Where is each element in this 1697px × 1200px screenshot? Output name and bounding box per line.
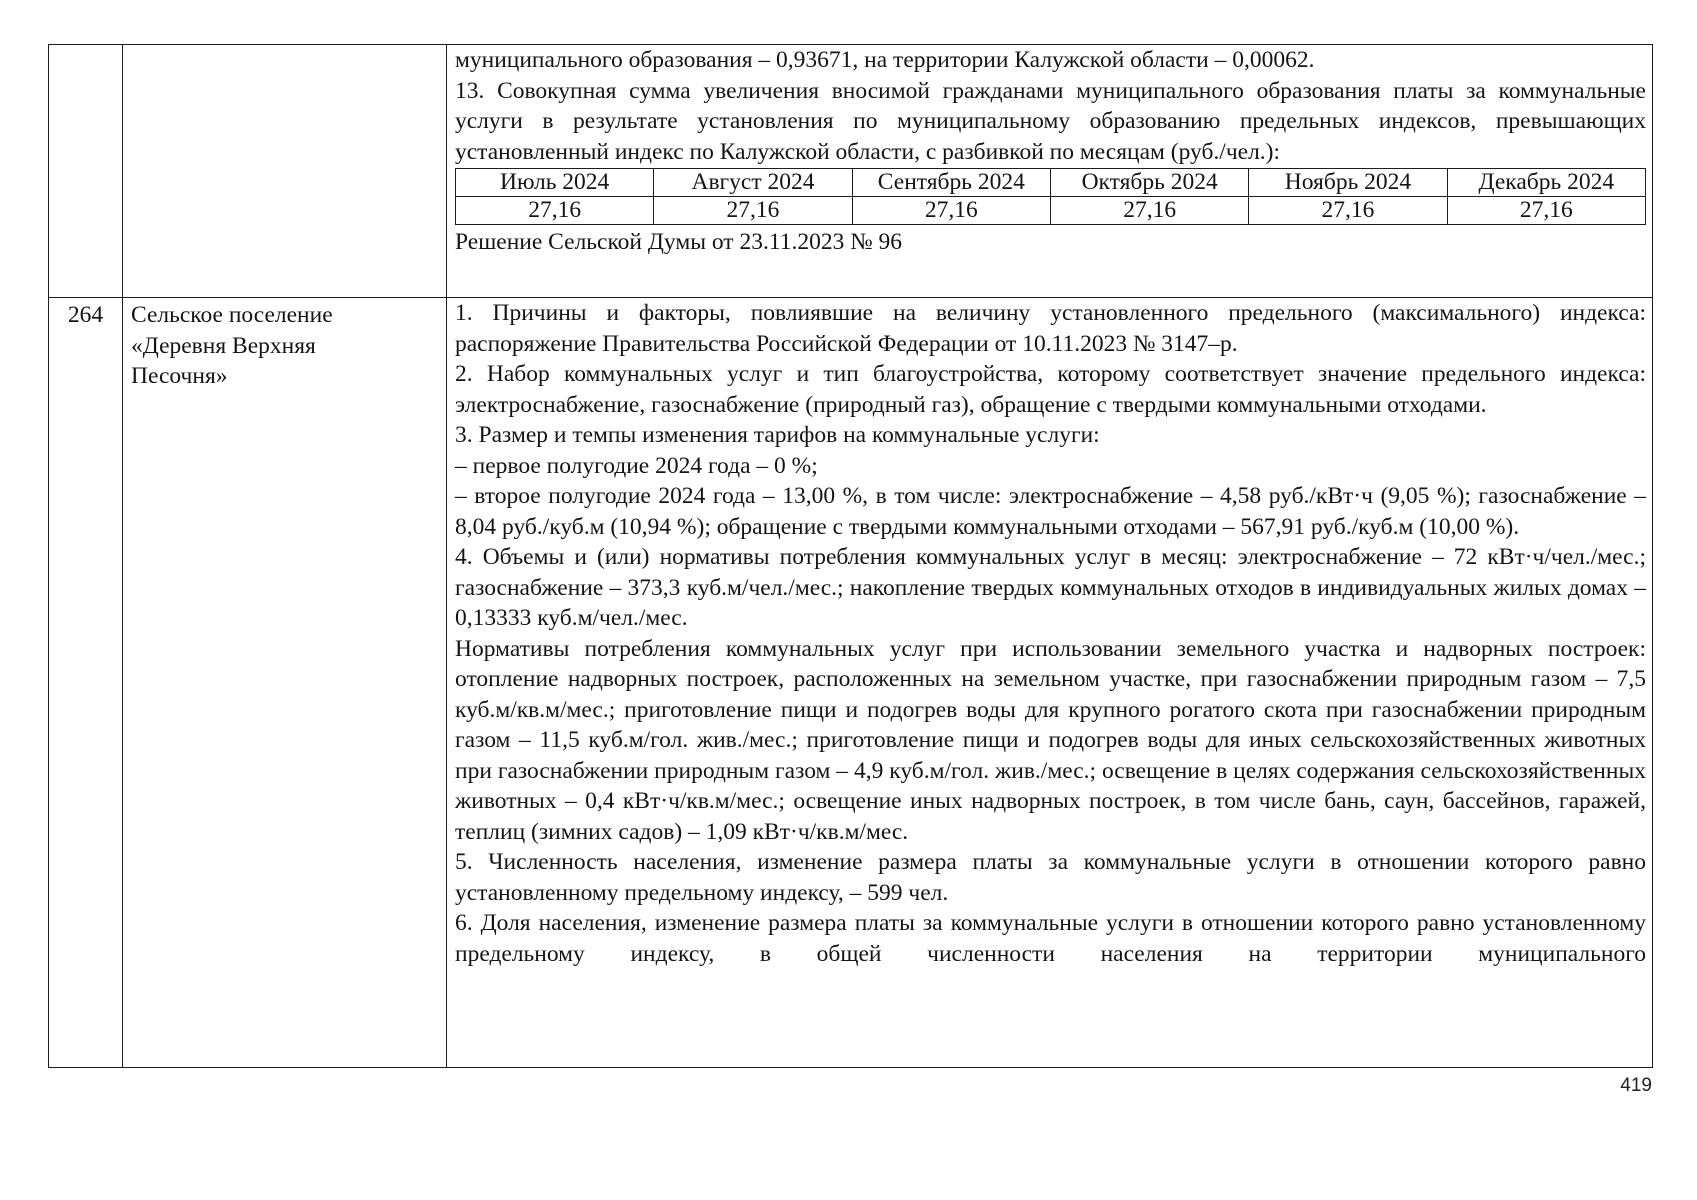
paragraph-13: 13. Совокупная сумма увеличения вносимой гражданами муниципального образования платы за коммунальные услуги в результате установления по муниципальному образованию предельных индексов, превышающих установленный индекс по Калужской области, с разбивкой по месяцам (руб./чел.):: [455, 77, 1646, 165]
paragraph-1: 1. Причины и факторы, повлиявшие на величину установленного предельного (максимального) индекса: распоряжение Правительства Российской Федерации от 10.11.2023 № 3147–р.: [455, 300, 1646, 357]
month-value: 27,16: [456, 197, 654, 225]
month-header: Декабрь 2024: [1447, 169, 1645, 197]
month-header: Октябрь 2024: [1050, 169, 1248, 197]
paragraph-3: 3. Размер и темпы изменения тарифов на коммунальные услуги:: [455, 422, 1100, 448]
row-number-cell: 264: [49, 298, 123, 1068]
months-header-row: [456, 169, 1646, 197]
municipality-name-line: Песочня»: [131, 363, 228, 389]
monthly-increase-table: [455, 168, 1646, 225]
paragraph-6: 6. Доля населения, изменение размера платы за коммунальные услуги в отношении которого равно установленному предельному индексу, в общей численности населения на территории муниципального: [455, 910, 1646, 967]
month-value: 27,16: [654, 197, 852, 225]
municipality-name-line: Сельское поселение: [131, 302, 333, 328]
month-value: 27,16: [1050, 197, 1248, 225]
month-value: 27,16: [1249, 197, 1447, 225]
paragraph-5: 5. Численность населения, изменение размера платы за коммунальные услуги в отношении которого равно установленному предельному индексу, – 599 чел.: [455, 849, 1646, 906]
month-header: Ноябрь 2024: [1249, 169, 1447, 197]
paragraph-3-first-half: – первое полугодие 2024 года – 0 %;: [455, 452, 818, 479]
table-row: [49, 45, 1653, 298]
municipality-name-cell: [123, 298, 447, 1068]
month-header: Июль 2024: [456, 169, 654, 197]
month-value: 27,16: [1447, 197, 1645, 225]
content-cell: [447, 45, 1653, 298]
page-number: 419: [1620, 1075, 1652, 1096]
paragraph-municipal-share-end: муниципального образования – 0,93671, на территории Калужской области – 0,00062.: [455, 47, 1315, 73]
paragraph-3-second-half: – второе полугодие 2024 года – 13,00 %, в том числе: электроснабжение – 4,58 руб./кВт·ч (9,05 %); газоснабжение – 8,04 руб./куб.м (10,94 %); обращение с твердыми коммунальными отходами – 567,91 руб./куб.м (10,00 %).: [455, 483, 1646, 540]
paragraph-4-land-plot-norms: Нормативы потребления коммунальных услуг при использовании земельного участка и надворных построек: отопление надворных построек, расположенных на земельном участке, при газоснабжении природным газом – 7,5 куб.м/кв.м/мес.; приготовление пищи и подогрев воды для крупного рогатого скота при газоснабжении природным газом – 11,5 куб.м/гол. жив./мес.; приготовление пищи и подогрев воды для иных сельскохозяйственных животных при газоснабжении природным газом – 4,9 куб.м/гол. жив./мес.; освещение в целях содержания сельскохозяйственных животных – 0,4 кВт·ч/кв.м/мес.; освещение иных надворных построек, в том числе бань, саун, бассейнов, гаражей, теплиц (зимних садов) – 1,09 кВт·ч/кв.м/мес.: [455, 635, 1646, 845]
row-number-cell: [49, 45, 123, 298]
paragraph-4: 4. Объемы и (или) нормативы потребления коммунальных услуг в месяц: электроснабжение – 72 кВт·ч/чел./мес.; газоснабжение – 373,3 куб.м/чел./мес.; накопление твердых коммунальных отходов в индивидуальных жилых домах – 0,13333 куб.м/чел./мес.: [455, 544, 1646, 631]
municipality-name-cell: [123, 45, 447, 298]
tariff-index-table: [48, 44, 1653, 1068]
table-row: [49, 298, 1653, 1068]
months-value-row: [456, 197, 1646, 225]
month-value: 27,16: [852, 197, 1050, 225]
month-header: Сентябрь 2024: [852, 169, 1050, 197]
paragraph-2: 2. Набор коммунальных услуг и тип благоустройства, которому соответствует значение предельного индекса: электроснабжение, газоснабжение (природный газ), обращение с твердыми коммунальными отходами.: [455, 361, 1646, 418]
content-cell: [447, 298, 1653, 1068]
decision-reference: Решение Сельской Думы от 23.11.2023 № 96: [455, 229, 903, 255]
month-header: Август 2024: [654, 169, 852, 197]
municipality-name-line: «Деревня Верхняя: [131, 332, 316, 359]
